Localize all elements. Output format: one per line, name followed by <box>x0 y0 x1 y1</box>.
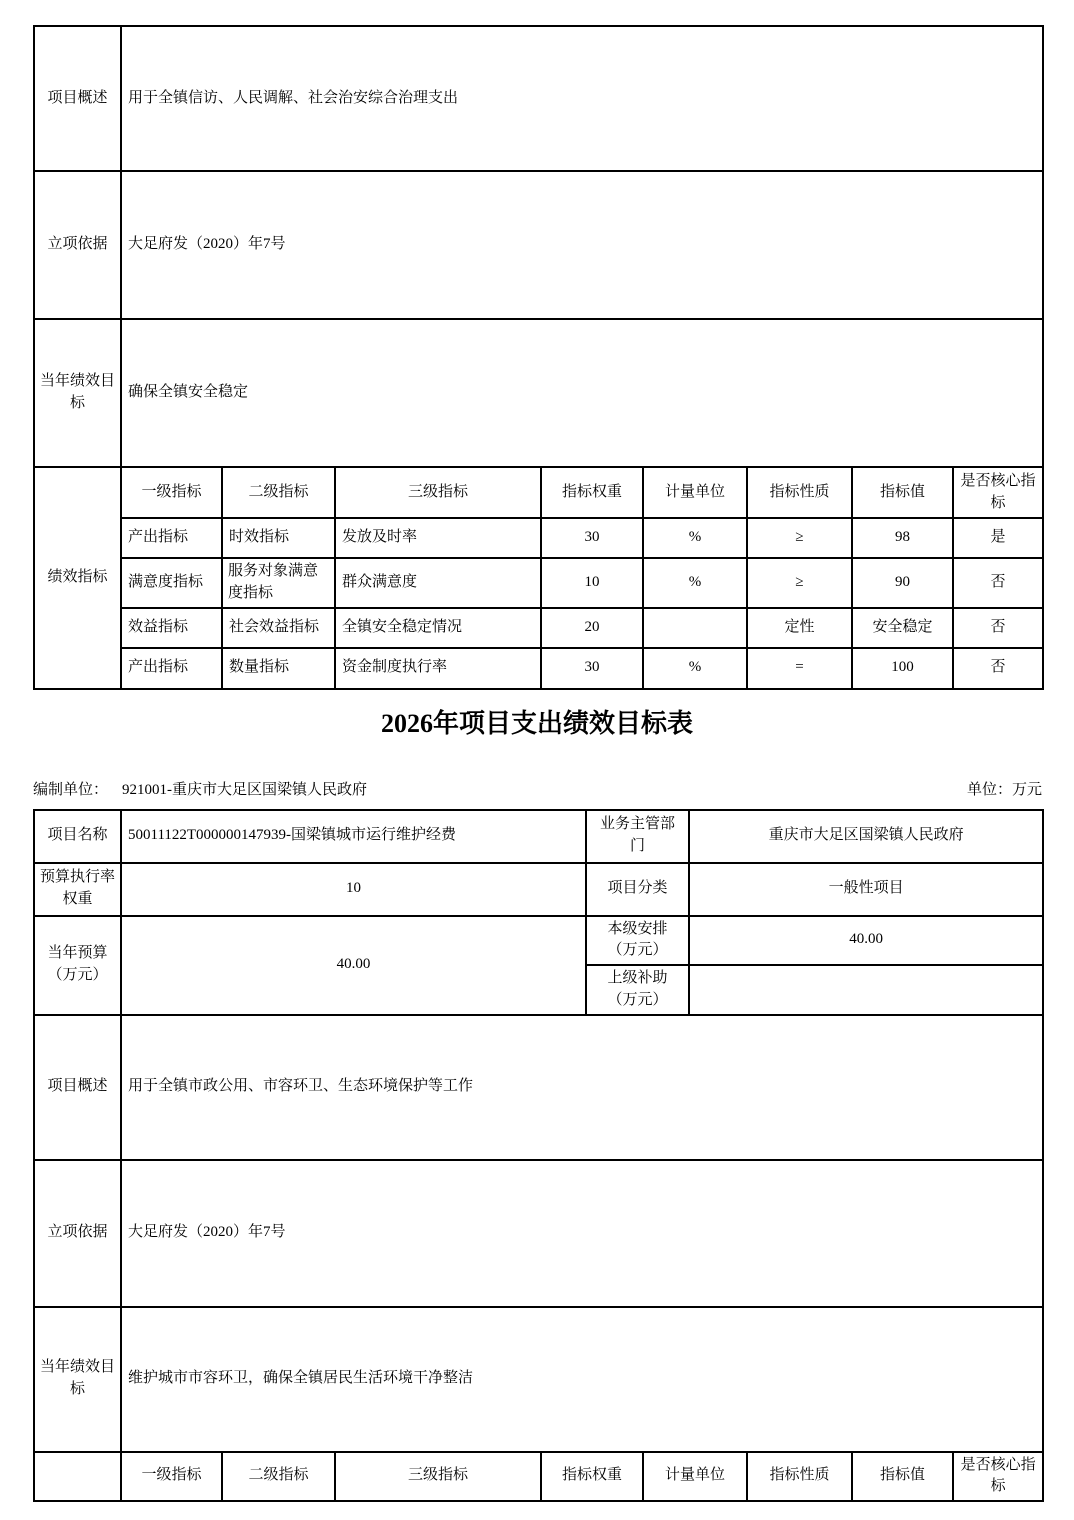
indicator-row <box>34 608 1043 648</box>
superior-subsidy-value <box>689 965 1043 1015</box>
annual-goal-value: 确保全镇安全稳定 <box>121 319 1043 467</box>
cell-level3: 发放及时率 <box>335 518 541 558</box>
project-overview-value: 用于全镇信访、人民调解、社会治安综合治理支出 <box>121 26 1043 171</box>
table-row <box>34 1160 1043 1307</box>
prepared-by <box>33 778 367 799</box>
cell-level3: 全镇安全稳定情况 <box>335 608 541 648</box>
local-arrangement-value: 40.00 <box>689 916 1043 966</box>
table-row <box>34 810 1043 863</box>
project-basis-value: 大足府发（2020）年7号 <box>121 171 1043 319</box>
cell-nature: = <box>747 648 852 689</box>
indicator-row <box>34 648 1043 689</box>
project-overview-value: 用于全镇市政公用、市容环卫、生态环境保护等工作 <box>121 1015 1043 1160</box>
project-basis-label: 立项依据 <box>34 171 121 319</box>
indicators-label: 绩效指标 <box>34 467 121 689</box>
superior-subsidy-label: 上级补助（万元） <box>586 965 689 1015</box>
indicator-row <box>34 518 1043 558</box>
exec-weight-value: 10 <box>121 863 586 916</box>
header-nature: 指标性质 <box>747 1452 852 1502</box>
cell-core: 否 <box>953 608 1043 648</box>
indicators-label-empty <box>34 1452 121 1502</box>
cell-weight: 30 <box>541 518 643 558</box>
indicator-header-row <box>34 1452 1043 1502</box>
project-overview-label: 项目概述 <box>34 26 121 171</box>
table-row <box>34 916 1043 966</box>
unit-note: 单位：万元 <box>966 781 1042 798</box>
meta-line <box>33 778 1042 799</box>
project-basis-label: 立项依据 <box>34 1160 121 1307</box>
cell-level1: 产出指标 <box>121 648 222 689</box>
cell-level2: 数量指标 <box>222 648 335 689</box>
annual-goal-value: 维护城市市容环卫，确保全镇居民生活环境干净整洁 <box>121 1307 1043 1452</box>
cell-weight: 10 <box>541 558 643 608</box>
prepared-by-value: 921001-重庆市大足区国梁镇人民政府 <box>122 781 368 798</box>
header-level2: 二级指标 <box>222 1452 335 1502</box>
project-name-label: 项目名称 <box>34 810 121 863</box>
main-project-table <box>33 809 1044 1503</box>
header-value: 指标值 <box>852 467 953 518</box>
table-row <box>34 26 1043 171</box>
table-row <box>34 319 1043 467</box>
page-title: 2026年项目支出绩效目标表 <box>380 708 693 738</box>
budget-value: 40.00 <box>121 916 586 1015</box>
dept-label: 业务主管部门 <box>586 810 689 863</box>
cell-level2: 社会效益指标 <box>222 608 335 648</box>
cell-unit: % <box>643 558 747 608</box>
table-row <box>34 863 1043 916</box>
cell-level1: 产出指标 <box>121 518 222 558</box>
top-margin <box>0 0 1074 25</box>
indicator-row <box>34 558 1043 608</box>
cell-unit: % <box>643 648 747 689</box>
header-unit: 计量单位 <box>643 1452 747 1502</box>
project-overview-label: 项目概述 <box>34 1015 121 1160</box>
dept-value: 重庆市大足区国梁镇人民政府 <box>689 810 1043 863</box>
previous-project-table <box>33 25 1044 690</box>
cell-level3: 资金制度执行率 <box>335 648 541 689</box>
header-level1: 一级指标 <box>121 467 222 518</box>
annual-goal-label: 当年绩效目标 <box>34 319 121 467</box>
cell-nature: ≥ <box>747 518 852 558</box>
cell-core: 否 <box>953 648 1043 689</box>
cell-unit: % <box>643 518 747 558</box>
cell-nature: ≥ <box>747 558 852 608</box>
table-row <box>34 1015 1043 1160</box>
budget-label: 当年预算（万元） <box>34 916 121 1015</box>
exec-weight-label: 预算执行率权重 <box>34 863 121 916</box>
cell-core: 否 <box>953 558 1043 608</box>
cell-value: 安全稳定 <box>852 608 953 648</box>
project-name-value: 50011122T000000147939-国梁镇城市运行维护经费 <box>121 810 586 863</box>
cell-value: 90 <box>852 558 953 608</box>
header-weight: 指标权重 <box>541 1452 643 1502</box>
header-level2: 二级指标 <box>222 467 335 518</box>
cell-unit <box>643 608 747 648</box>
category-label: 项目分类 <box>586 863 689 916</box>
indicator-header-row <box>34 467 1043 518</box>
table-row <box>34 1307 1043 1452</box>
cell-level2: 服务对象满意度指标 <box>222 558 335 608</box>
cell-nature: 定性 <box>747 608 852 648</box>
cell-level3: 群众满意度 <box>335 558 541 608</box>
cell-level2: 时效指标 <box>222 518 335 558</box>
cell-value: 100 <box>852 648 953 689</box>
category-value: 一般性项目 <box>689 863 1043 916</box>
header-level3: 三级指标 <box>335 1452 541 1502</box>
cell-weight: 30 <box>541 648 643 689</box>
cell-level1: 满意度指标 <box>121 558 222 608</box>
project-basis-value: 大足府发（2020）年7号 <box>121 1160 1043 1307</box>
header-nature: 指标性质 <box>747 467 852 518</box>
header-core: 是否核心指标 <box>953 1452 1043 1502</box>
prepared-by-label: 编制单位： <box>33 781 109 798</box>
header-core: 是否核心指标 <box>953 467 1043 518</box>
header-level1: 一级指标 <box>121 1452 222 1502</box>
cell-weight: 20 <box>541 608 643 648</box>
cell-core: 是 <box>953 518 1043 558</box>
cell-level1: 效益指标 <box>121 608 222 648</box>
header-weight: 指标权重 <box>541 467 643 518</box>
header-unit: 计量单位 <box>643 467 747 518</box>
cell-value: 98 <box>852 518 953 558</box>
header-level3: 三级指标 <box>335 467 541 518</box>
local-arrangement-label: 本级安排（万元） <box>586 916 689 966</box>
header-value: 指标值 <box>852 1452 953 1502</box>
annual-goal-label: 当年绩效目标 <box>34 1307 121 1452</box>
table-row <box>34 171 1043 319</box>
